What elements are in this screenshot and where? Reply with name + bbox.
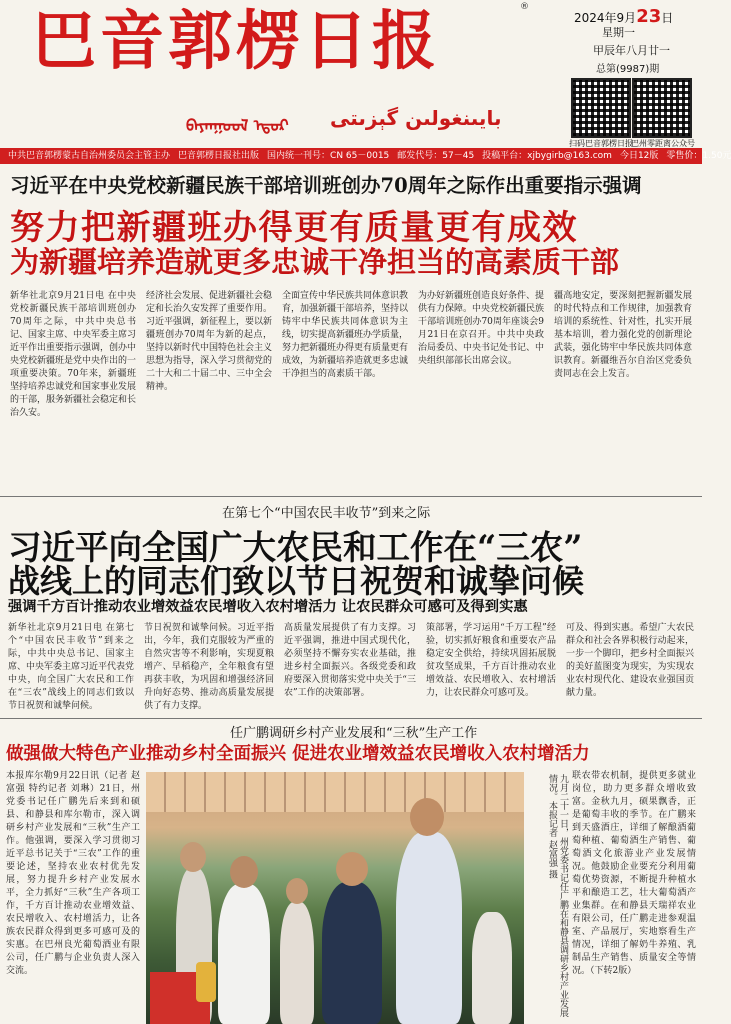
qr-code-icon[interactable] [632, 78, 692, 138]
person-figure [280, 902, 314, 1024]
product-bottle [196, 962, 216, 1002]
uyghur-name: بايىنغولىن گېزىتى [330, 106, 502, 130]
photo-caption: 九月二十一日，州党委书记任广鹏在和静县调研乡村产业发展情况。本报记者 赵富强 摄 [547, 774, 568, 1017]
story1-headline[interactable]: 努力把新疆班办得更有质量更有成效 [10, 208, 578, 248]
info-bar: 中共巴音郭楞蒙古自治州委员会主管主办 巴音郭楞日报社出版 国内统一刊号：CN 65－0015 邮发代号：57－45 投稿平台：xjbygirb@163.com 今日12版 零售价：1.50元 [0, 148, 702, 164]
person-head [336, 852, 368, 886]
story1-kicker: 习近平在中央党校新疆民族干部培训班创办70周年之际作出重要指示强调 [10, 174, 642, 197]
person-head [230, 856, 258, 888]
story2-column: 可及、得到实惠。希望广大农民群众和社会各界积极行动起来，一步一个脚印，把乡村全面振兴的美好蓝图变为现实，为实现农业农村现代化、建设农业强国贡献力量。 [566, 623, 694, 698]
story1-headline[interactable]: 为新疆培养造就更多忠诚干净担当的高素质干部 [10, 245, 620, 279]
story1-column: 为办好新疆班创造良好条件、提供有力保障。中央党校新疆民族干部培训班创办70周年座谈会9月21日在京召开。中共中央政治局委员、中央书记处书记、中央组织部部长出席会议。 [418, 291, 545, 366]
person-head [286, 878, 308, 904]
story2-column: 高质量发展提供了有力支撑。习近平强调，推进中国式现代化，必须坚持不懈夯实农业基础，推进乡村全面振兴。各级党委和政府要深入贯彻落实党中央关于“三农”工作的决策部署。 [284, 623, 416, 698]
person-figure [396, 832, 462, 1024]
story2-column: 新华社北京9月21日电 在第七个“中国农民丰收节”到来之际，中共中央总书记、国家主席、中央军委主席习近平代表党中央，向全国广大农民和工作在“三农”战线上的同志们致以节日祝贺和诚挚问候。 [8, 623, 135, 711]
issue-number: 总第(9987)期 [596, 64, 660, 75]
person-figure [218, 884, 270, 1024]
story2-headline[interactable]: 习近平向全国广大农民和工作在“三农” [8, 528, 583, 567]
masthead-title: 巴音郭楞日报 [32, 4, 440, 79]
story1-column: 新华社北京9月21日电 在中央党校新疆民族干部培训班创办70周年之际，中共中央总书记、国家主席、中央军委主席习近平作出重要指示强调，创办中央党校新疆班是党中央作出的一项重要决策。70年来，新疆班坚持培养忠诚党和国家事业发展的干部，服务新疆社会稳定和长治久安。 [10, 291, 137, 418]
story3-column: 本报库尔勒9月22日讯（记者 赵富强 特约记者 刘琳）21日，州党委书记任广鹏先后来到和硕县、和静县和库尔勒市，深入调研乡村产业发展和“三秋”生产工作。他强调，要深入学习贯彻习近平总书记关于“三农”工作的重要论述，坚持农业农村优先发展，努力提升乡村产业发展水平，全力抓好“三秋”生产各项工作，千方百计推动农业增效益、农民增收入、农村增活力，让各族农民群众得到更多可感可及的实惠。在巴州良光葡萄酒业有限公司，任广鹏与企业负责人深入交流。 [6, 771, 140, 976]
story3-column: 联农带农机制，提供更多就业岗位，助力更多群众增收致富。金秋九月，硕果飘香，正是葡萄丰收的季节。在广鹏来到天盛酒庄，详细了解酿酒葡萄种植、葡萄酒生产销售、葡萄酒文化旅游业产业发展情况。他鼓励企业要充分利用葡萄优势资源，不断提升种植水平和酿造工艺，壮大葡萄酒产业集群。在和静县天瑞祥农业有限公司，任广鹏走进参观温室、产品展厅，实地察看生产情况，详细了解奶牛养殖、乳制品生产销售、质量安全等情况。（下转2版） [572, 771, 696, 976]
story1-column: 全面宣传中华民族共同体意识教育，加强新疆干部培养，坚持以铸牢中华民族共同体意识为主线，切实提高新疆班办学质量，努力把新疆班办得更有质量更有成效，为新疆培养造就更多忠诚干净担当的高素质干部。 [282, 291, 409, 379]
issue-date: 2024年9月23日 [574, 6, 674, 27]
story2-column: 策部署，学习运用“千万工程”经验，切实抓好粮食和重要农产品稳定安全供给，持续巩固拓展脱贫攻坚成果，千方百计推动农业增效益、农民增收入、农村增活力，让农民群众可感可及。 [426, 623, 556, 698]
story2-kicker: 在第七个“中国农民丰收节”到来之际 [222, 506, 431, 521]
divider [0, 496, 702, 497]
person-figure [472, 912, 512, 1024]
story3-kicker: 任广鹏调研乡村产业发展和“三秋”生产工作 [230, 726, 478, 741]
mongolian-name: ᠪᠠᠶᠠᠨᠭᠣᠣᠯ ᠡᠳᠦᠷ [186, 116, 289, 135]
person-head [180, 842, 206, 872]
story1-column: 经济社会发展、促进新疆社会稳定和长治久安发挥了重要作用。习近平强调，新征程上，要以新疆班创办70周年为新的起点，坚持以新时代中国特色社会主义思想为指导，深入学习贯彻党的二十大和二十届二中、三中全会精神。 [146, 291, 273, 392]
lunar-date: 甲辰年八月廿一 [593, 44, 670, 57]
story2-column: 节日祝贺和诚挚问候。习近平指出，今年，我们克服较为严重的自然灾害等不利影响，实现夏粮增产、早稻稳产，全年粮食有望再获丰收，为巩固和增强经济回升向好态势、推动高质量发展提供了有力支撑。 [144, 623, 274, 711]
story2-subheadline: 强调千方百计推动农业增效益农民增收入农村增活力 让农民群众可感可及得到实惠 [8, 599, 528, 615]
greenhouse-roof [146, 772, 524, 812]
story2-headline[interactable]: 战线上的同志们致以节日祝贺和诚挚问候 [8, 562, 585, 600]
person-head [410, 798, 444, 836]
weekday: 星期一 [602, 26, 635, 39]
qr-code-icon[interactable] [571, 78, 631, 138]
person-figure [322, 882, 382, 1024]
story3-headline[interactable]: 做强做大特色产业推动乡村全面振兴 促进农业增效益农民增收入农村增活力 [6, 744, 590, 764]
registered-mark: ® [520, 2, 529, 12]
divider [0, 718, 702, 719]
qr-label: 巴州零距离公众号 [631, 139, 695, 148]
story1-column: 疆高地安定，要深刻把握新疆发展的时代特点和工作规律，加强教育培训的系统性、针对性，扎实开展基本培训，着力强化党的创新理论武装，强化铸牢中华民族共同体意识教育。新疆维吾尔自治区党委负责同志在会上发言。 [554, 291, 692, 379]
qr-label: 扫码巴音郭楞日报 [569, 139, 633, 148]
news-photo [146, 772, 524, 1024]
